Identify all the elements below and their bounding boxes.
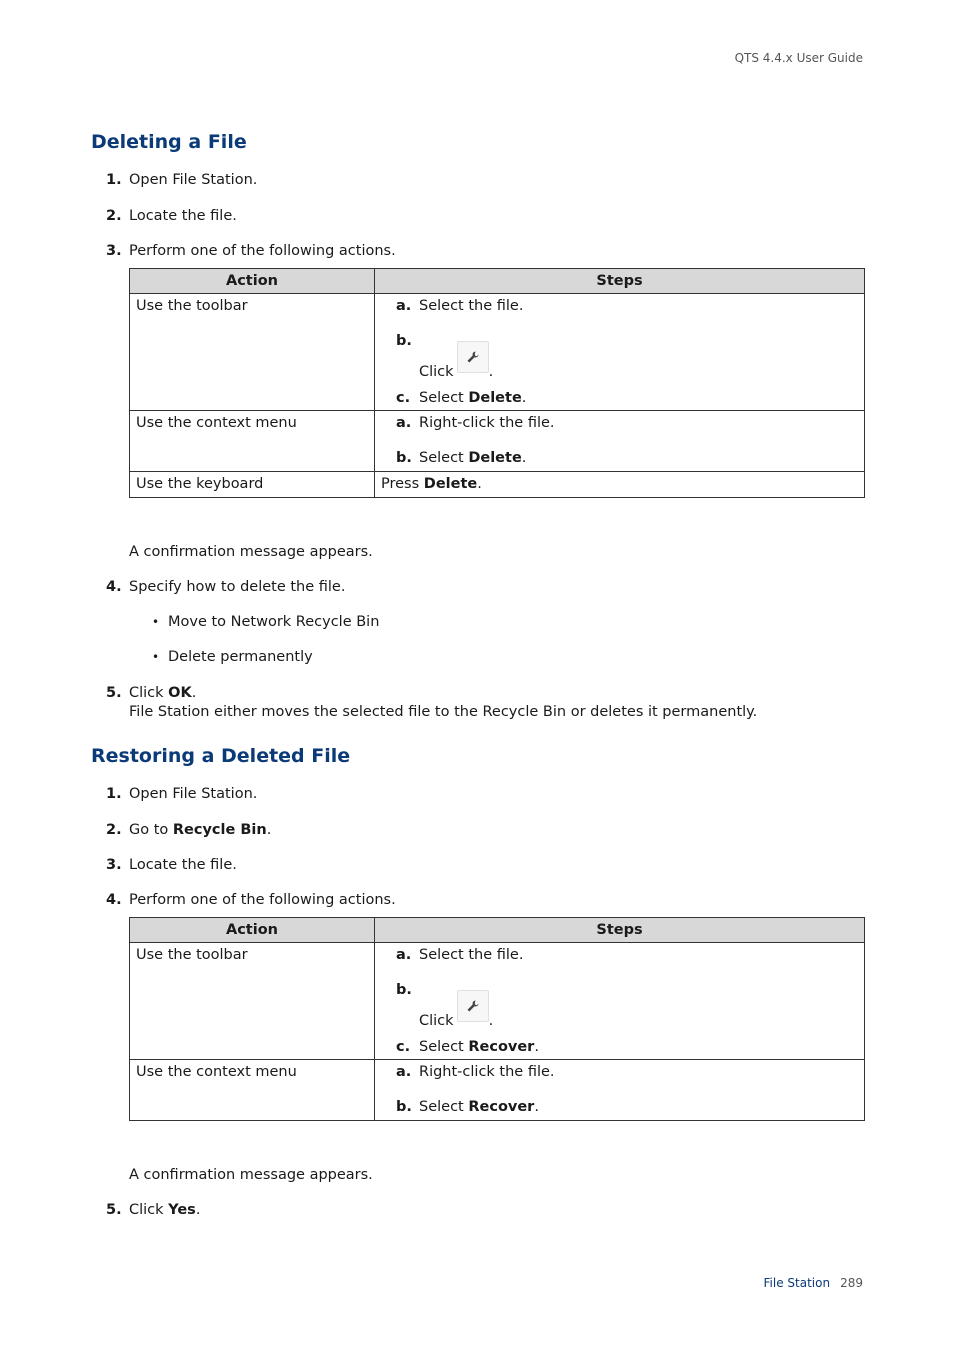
steps-cell: a. Select the file. b. Click . c. Select Recover. <box>375 943 865 1060</box>
steps-cell: a. Right-click the file. b. Select Delete. <box>375 411 865 472</box>
page-footer <box>764 1276 863 1290</box>
action-cell: Use the context menu <box>130 411 375 472</box>
steps-cell: a. Select the file. b. Click . c. Select Delete. <box>375 294 865 411</box>
table-row <box>130 294 865 411</box>
steps-cell: a. Right-click the file. b. Select Recover. <box>375 1060 865 1121</box>
action-cell: Use the keyboard <box>130 472 375 498</box>
restore-confirmation-note: A confirmation message appears. <box>129 1167 373 1183</box>
restore-step-5: 5. Click Yes. <box>106 1202 201 1218</box>
table-header-row <box>130 269 865 294</box>
restore-actions-table <box>129 917 865 1121</box>
delete-result-text: File Station either moves the selected file to the Recycle Bin or deletes it permanently. <box>129 704 758 720</box>
delete-step-3: 3. Perform one of the following actions. <box>106 243 396 259</box>
table-row <box>130 1060 865 1121</box>
section-title-deleting: Deleting a File <box>91 131 247 153</box>
page-header <box>735 51 863 65</box>
page-number: 289 <box>840 1276 863 1290</box>
action-cell: Use the context menu <box>130 1060 375 1121</box>
delete-step-2: 2. Locate the file. <box>106 208 237 224</box>
restore-step-4: 4. Perform one of the following actions. <box>106 892 396 908</box>
wrench-icon <box>457 341 489 373</box>
table-row <box>130 943 865 1060</box>
action-cell: Use the toolbar <box>130 294 375 411</box>
column-header-steps: Steps <box>375 269 865 294</box>
action-cell: Use the toolbar <box>130 943 375 1060</box>
restore-step-1: 1. Open File Station. <box>106 786 258 802</box>
wrench-icon <box>457 990 489 1022</box>
list-item: • Delete permanently <box>152 649 313 665</box>
column-header-steps: Steps <box>375 918 865 943</box>
table-row <box>130 411 865 472</box>
delete-confirmation-note: A confirmation message appears. <box>129 544 373 560</box>
steps-cell: Press Delete. <box>375 472 865 498</box>
delete-step-5: 5. Click OK. <box>106 685 197 701</box>
delete-actions-table <box>129 268 865 498</box>
column-header-action: Action <box>130 918 375 943</box>
footer-section-name: File Station <box>763 1276 831 1290</box>
restore-step-2: 2. Go to Recycle Bin. <box>106 822 272 838</box>
table-row <box>130 472 865 498</box>
section-title-restoring: Restoring a Deleted File <box>91 745 351 767</box>
column-header-action: Action <box>130 269 375 294</box>
delete-step-4: 4. Specify how to delete the file. <box>106 579 346 595</box>
table-header-row <box>130 918 865 943</box>
restore-step-3: 3. Locate the file. <box>106 857 237 873</box>
guide-title: QTS 4.4.x User Guide <box>734 51 863 65</box>
list-item: • Move to Network Recycle Bin <box>152 614 380 630</box>
delete-step-1: 1. Open File Station. <box>106 172 258 188</box>
